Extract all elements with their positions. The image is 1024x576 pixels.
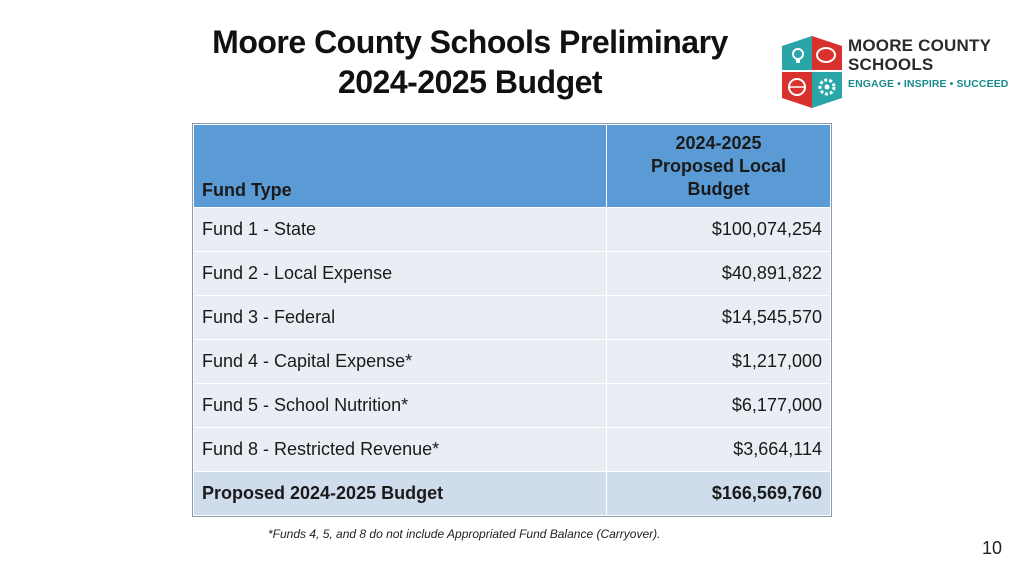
page-number: 10 xyxy=(981,538,1002,558)
table-row xyxy=(194,252,831,296)
school-logo xyxy=(780,34,1020,110)
header-proposed-budget xyxy=(607,125,831,208)
fund-amount: $40,891,822 xyxy=(607,252,831,296)
fund-name: Fund 2 - Local Expense xyxy=(194,252,607,296)
fund-amount: $1,217,000 xyxy=(607,340,831,384)
logo-emblem-icon xyxy=(780,34,844,110)
page-title xyxy=(170,22,770,102)
fund-name: Fund 1 - State xyxy=(194,208,607,252)
fund-name: Fund 4 - Capital Expense* xyxy=(194,340,607,384)
logo-tagline: ENGAGE • INSPIRE • SUCCEED xyxy=(848,78,1009,90)
total-label: Proposed 2024-2025 Budget xyxy=(194,472,607,516)
fund-name: Fund 3 - Federal xyxy=(194,296,607,340)
table-row xyxy=(194,208,831,252)
table-row xyxy=(194,340,831,384)
fund-amount: $14,545,570 xyxy=(607,296,831,340)
table-total-row xyxy=(194,472,831,516)
title-line-2: 2024-2025 Budget xyxy=(337,64,603,100)
header-budget-line-1: 2024-2025 xyxy=(675,132,762,153)
table-row xyxy=(194,428,831,472)
budget-table xyxy=(193,124,831,516)
title-line-1: Moore County Schools Preliminary xyxy=(212,24,728,60)
header-fund-type: Fund Type xyxy=(194,125,607,208)
footnote: *Funds 4, 5, and 8 do not include Appropriated Fund Balance (Carryover). xyxy=(268,527,661,541)
header-budget-line-2: Proposed Local xyxy=(650,155,787,176)
fund-name: Fund 8 - Restricted Revenue* xyxy=(194,428,607,472)
fund-amount: $100,074,254 xyxy=(607,208,831,252)
fund-name: Fund 5 - School Nutrition* xyxy=(194,384,607,428)
table-row xyxy=(194,384,831,428)
header-budget-line-3: Budget xyxy=(687,178,750,199)
fund-amount: $6,177,000 xyxy=(607,384,831,428)
logo-org-line-2: SCHOOLS xyxy=(848,55,934,74)
logo-org-line-1: MOORE COUNTY xyxy=(848,36,992,55)
logo-org-name xyxy=(848,36,991,74)
total-amount: $166,569,760 xyxy=(607,472,831,516)
fund-amount: $3,664,114 xyxy=(607,428,831,472)
table-header-row xyxy=(194,125,831,208)
table-row xyxy=(194,296,831,340)
